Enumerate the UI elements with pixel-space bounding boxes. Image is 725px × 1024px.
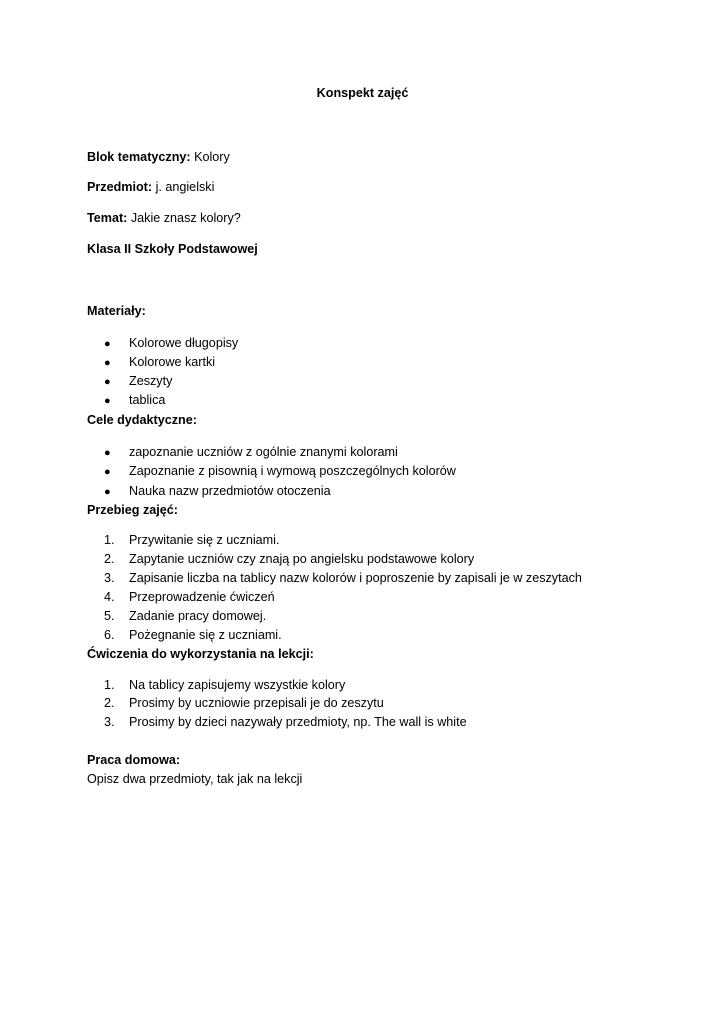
info-label: Przedmiot: xyxy=(87,180,153,194)
course-heading: Przebieg zajęć: xyxy=(87,503,178,517)
materials-heading: Materiały: xyxy=(87,304,146,318)
list-item-text: zapoznanie uczniów z ogólnie znanymi kolorami xyxy=(129,445,398,459)
list-item xyxy=(104,355,215,369)
list-item xyxy=(104,571,582,585)
list-item xyxy=(104,590,275,604)
list-item-text: Kolorowe długopisy xyxy=(129,336,239,350)
class-line: Klasa II Szkoły Podstawowej xyxy=(87,242,258,256)
exercises-heading: Ćwiczenia do wykorzystania na lekcji: xyxy=(87,647,314,661)
goals-heading: Cele dydaktyczne: xyxy=(87,413,197,427)
list-item-text: Przywitanie się z uczniami. xyxy=(129,533,280,547)
bullet-icon: ● xyxy=(104,395,111,407)
bullet-icon: ● xyxy=(104,466,111,478)
bullet-icon: ● xyxy=(104,338,111,350)
homework-heading: Praca domowa: xyxy=(87,753,181,767)
list-item-text: Na tablicy zapisujemy wszystkie kolory xyxy=(129,678,346,692)
list-item-text: Zapytanie uczniów czy znają po angielsku podstawowe kolory xyxy=(129,552,475,566)
list-item-text: Zeszyty xyxy=(129,374,173,388)
info-value: Kolory xyxy=(194,150,230,164)
list-number: 3. xyxy=(104,571,115,585)
list-item-text: Nauka nazw przedmiotów otoczenia xyxy=(129,484,331,498)
list-number: 3. xyxy=(104,715,115,729)
list-item xyxy=(104,393,165,407)
list-item xyxy=(104,533,279,547)
list-item xyxy=(104,609,266,623)
list-item-text: Prosimy by uczniowie przepisali je do zeszytu xyxy=(129,696,384,710)
document-title: Konspekt zajęć xyxy=(316,86,409,100)
list-item xyxy=(104,552,474,566)
info-label: Temat: xyxy=(87,211,128,225)
info-label: Blok tematyczny: xyxy=(87,150,191,164)
list-item-text: Prosimy by dzieci nazywały przedmioty, np. The wall is white xyxy=(129,715,467,729)
list-number: 2. xyxy=(104,552,115,566)
list-item xyxy=(104,628,282,642)
bullet-icon: ● xyxy=(104,486,111,498)
list-item-text: Kolorowe kartki xyxy=(129,355,216,369)
info-value: Jakie znasz kolory? xyxy=(130,211,241,225)
list-item xyxy=(104,678,345,692)
list-item-text: Zadanie pracy domowej. xyxy=(129,609,267,623)
list-item xyxy=(104,336,238,350)
info-value: j. angielski xyxy=(155,180,215,194)
bullet-icon: ● xyxy=(104,447,111,459)
list-item-text: Zapoznanie z pisownią i wymową poszczególnych kolorów xyxy=(129,464,456,478)
list-number: 1. xyxy=(104,678,115,692)
list-number: 1. xyxy=(104,533,115,547)
list-number: 4. xyxy=(104,590,115,604)
list-item-text: tablica xyxy=(129,393,166,407)
list-item xyxy=(104,696,384,710)
list-item xyxy=(104,715,467,729)
list-item-text: Pożegnanie się z uczniami. xyxy=(129,628,282,642)
list-item-text: Zapisanie liczba na tablicy nazw kolorów i poproszenie by zapisali je w zeszytach xyxy=(129,571,582,585)
list-number: 2. xyxy=(104,696,115,710)
list-item xyxy=(104,484,331,498)
list-item xyxy=(104,374,172,388)
bullet-icon: ● xyxy=(104,376,111,388)
list-item xyxy=(104,445,398,459)
info-line-subject xyxy=(87,180,214,194)
list-item xyxy=(104,464,456,478)
info-line-block xyxy=(87,150,230,164)
bullet-icon: ● xyxy=(104,357,111,369)
list-item-text: Przeprowadzenie ćwiczeń xyxy=(129,590,275,604)
list-number: 6. xyxy=(104,628,115,642)
info-line-topic xyxy=(87,211,241,225)
homework-text: Opisz dwa przedmioty, tak jak na lekcji xyxy=(87,772,303,786)
list-number: 5. xyxy=(104,609,115,623)
